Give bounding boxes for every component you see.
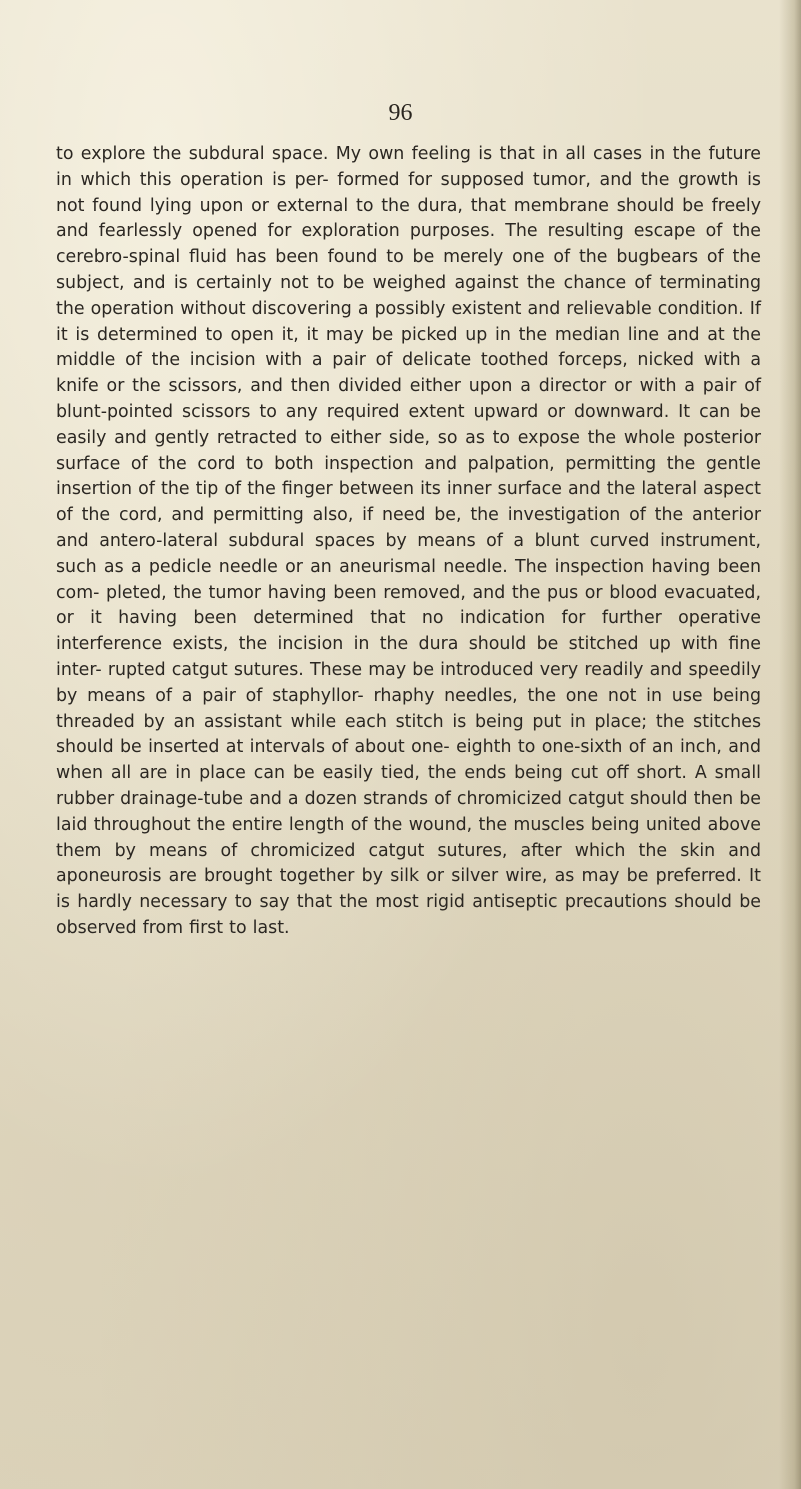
page-number: 96 <box>388 100 413 126</box>
body-paragraph: to explore the subdural space. My own feeling is that in all cases in the future in which this operation is per- formed for supposed tumor, and the growth is not found lying upon or external to the dura, that membrane should be freely and fearlessly opened for exploration purposes. The resulting escape of the cerebro-spinal fluid has been found to be merely one of the bugbears of the subject, and is certainly not to be weighed against the chance of terminating the operation without discovering a possibly existent and relievable condition. If it is determined to open it, it may be picked up in the median line and at the middle of the incision with a pair of delicate toothed forceps, nicked with a knife or the scissors, and then divided either upon a director or with a pair of blunt-pointed scissors to any required extent upward or downward. It can be easily and gently retracted to either side, so as to expose the whole posterior surface of the cord to both inspection and palpation, permitting the gentle insertion of the tip of the finger between its inner surface and the lateral aspect of the cord, and permitting also, if need be, the investigation of the anterior and antero-lateral subdural spaces by means of a blunt curved instrument, such as a pedicle needle or an aneurismal needle. The inspection having been com- pleted, the tumor having been removed, and the pus or blood evacuated, or it having been determined that no indication for further operative interference exists, the incision in the dura should be stitched up with fine inter- rupted catgut sutures. These may be introduced very readily and speedily by means of a pair of staphyllor- rhaphy needles, the one not in use being threaded by an assistant while each stitch is being put in place; the stitches should be inserted at intervals of about one- eighth to one-sixth of an inch, and when all are in place can be easily tied, the ends being cut off short. A small rubber drainage-tube and a dozen strands of chromicized catgut should then be laid throughout the entire length of the wound, the muscles being united above them by means of chromicized catgut sutures, after which the skin and aponeurosis are brought together by silk or silver wire, as may be preferred. It is hardly necessary to say that the most rigid antiseptic precautions should be observed from first to last. <box>56 144 761 938</box>
page-edge-shadow <box>779 0 801 1489</box>
